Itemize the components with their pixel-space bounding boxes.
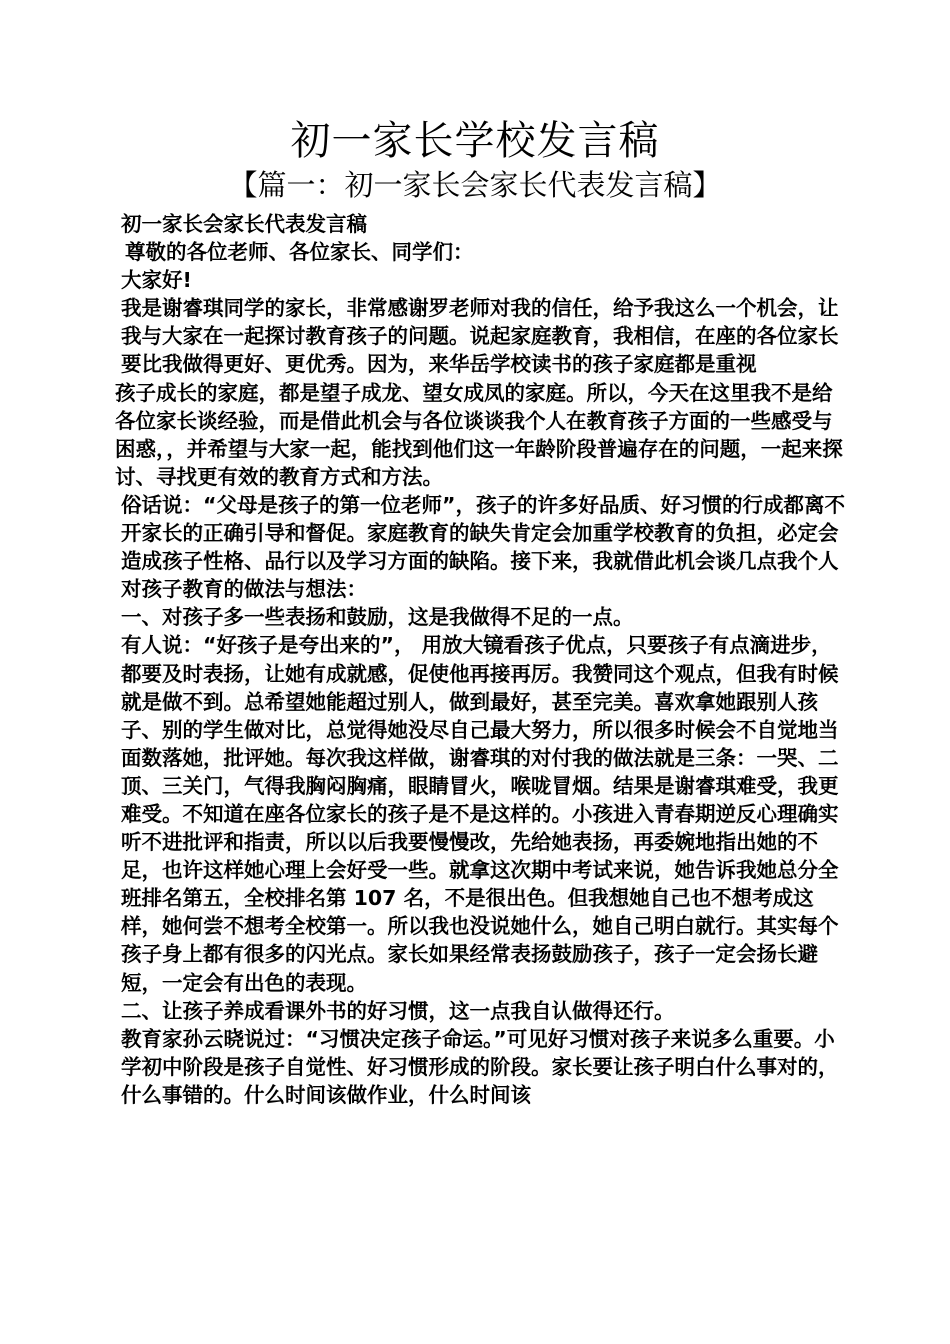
paragraph-point-two: 教育家孙云晓说过：“习惯决定孩子命运。”可见好习惯对孩子来说多么重要。小学初中阶段是孩子自觉性、好习惯形成的阶段。家长要让孩子明白什么事对的，什么事错的。什么时间该做作业，什么时间该 xyxy=(121,1026,839,1107)
paragraph-intro: 我是谢睿琪同学的家长，非常感谢罗老师对我的信任，给予我这么一个机会，让我与大家在一起探讨教育孩子的问题。说起家庭教育，我相信，在座的各位家长要比我做得更好、更优秀。因为，来华岳学校读书的孩子家庭都是重视 xyxy=(121,296,839,377)
salutation: 尊敬的各位老师、各位家长、同学们： xyxy=(125,240,474,265)
document-subtitle: 【篇一：初一家长会家长代表发言稿】 xyxy=(228,168,722,202)
greeting: 大家好! xyxy=(121,268,192,293)
paragraph-purpose: 孩子成长的家庭，都是望子成龙、望女成凤的家庭。所以，今天在这里我不是给各位家长谈经验，而是借此机会与各位谈谈我个人在教育孩子方面的一些感受与困惑，，并希望与大家一起，能找到他们这一年龄阶段普遍存在的问题，一起来探讨、寻找更有效的教育方式和方法。 xyxy=(115,380,843,489)
document-title: 初一家长学校发言稿 xyxy=(290,118,660,164)
paragraph-point-one: 有人说：“好孩子是夸出来的”， 用放大镜看孩子优点，只要孩子有点滴进步，都要及时表扬，让她有成就感，促使他再接再厉。我赞同这个观点，但我有时候就是做不到。总希望她能超过别人，做到最好，甚至完美。喜欢拿她跟别人孩子、别的学生做对比，总觉得她没尽自己最大努力，所以很多时候会不自觉地当面数落她，批评她。每次我这样做，谢睿琪的对付我的做法就是三条：一哭、二顶、三关门，气得我胸闷胸痛，眼睛冒火，喉咙冒烟。结果是谢睿琪难受，我更难受。不知道在座各位家长的孩子是不是这样的。小孩进入青春期逆反心理确实听不进批评和指责，所以以后我要慢慢改，先给她表扬，再委婉地指出她的不足，也许这样她心理上会好受一些。就拿这次期中考试来说，她告诉我她总分全班排名第五，全校排名第 107 名，不是很出色。但我想她自己也不想考成这样，她何尝不想考全校第一。所以我也没说她什么，她自己明白就行。其实每个孩子身上都有很多的闪光点。家长如果经常表扬鼓励孩子，孩子一定会扬长避短，一定会有出色的表现。 xyxy=(121,633,839,995)
document-body xyxy=(115,210,845,1109)
paragraph-saying: 俗话说：“父母是孩子的第一位老师”，孩子的许多好品质、好习惯的行成都离不开家长的正确引导和督促。家庭教育的缺失肯定会加重学校教育的负担，必定会造成孩子性格、品行以及学习方面的缺陷。接下来，我就借此机会谈几点我个人对孩子教育的做法与想法： xyxy=(121,492,845,602)
section-heading: 初一家长会家长代表发言稿 xyxy=(121,212,367,236)
point-two-heading: 二、让孩子养成看课外书的好习惯，这一点我自认做得还行。 xyxy=(121,998,675,1023)
point-one-heading: 一、对孩子多一些表扬和鼓励，这是我做得不足的一点。 xyxy=(121,605,634,630)
